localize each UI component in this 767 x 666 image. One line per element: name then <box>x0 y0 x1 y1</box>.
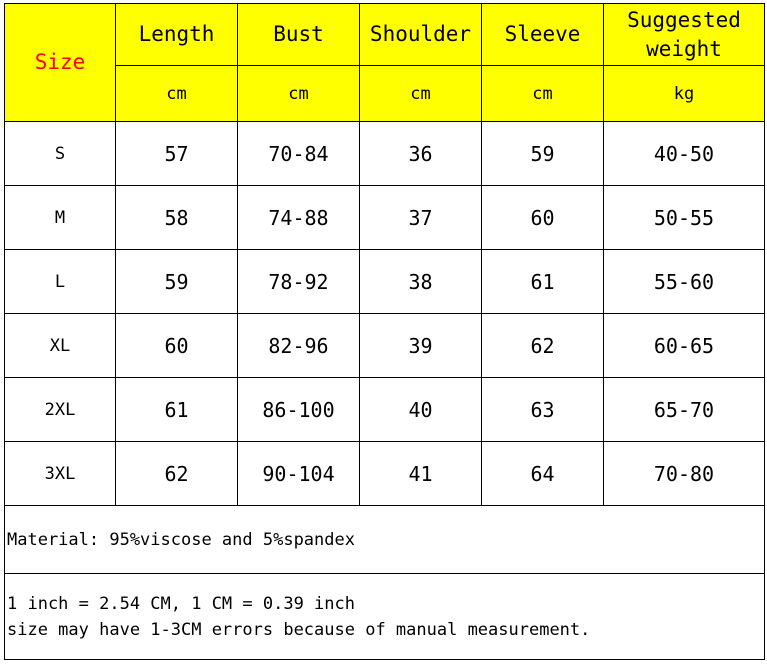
weight-header-line1: Suggested <box>627 7 741 32</box>
size-cell: 3XL <box>5 442 116 506</box>
shoulder-cell: 37 <box>360 186 482 250</box>
sleeve-header: Sleeve <box>482 4 604 66</box>
sleeve-cell: 59 <box>482 122 604 186</box>
unit-row <box>5 66 765 122</box>
length-header: Length <box>116 4 238 66</box>
size-chart-table <box>4 3 765 660</box>
length-cell: 58 <box>116 186 238 250</box>
bust-cell: 78-92 <box>238 250 360 314</box>
sleeve-cell: 64 <box>482 442 604 506</box>
size-header: Size <box>5 4 116 122</box>
conversion-note: 1 inch = 2.54 CM, 1 CM = 0.39 inch <box>7 593 355 614</box>
size-cell: M <box>5 186 116 250</box>
table-row <box>5 122 765 186</box>
size-cell: S <box>5 122 116 186</box>
shoulder-header: Shoulder <box>360 4 482 66</box>
bust-unit: cm <box>238 66 360 122</box>
size-cell: XL <box>5 314 116 378</box>
table-row <box>5 378 765 442</box>
length-unit: cm <box>116 66 238 122</box>
sleeve-unit: cm <box>482 66 604 122</box>
table-row <box>5 250 765 314</box>
weight-cell: 50-55 <box>604 186 765 250</box>
material-row <box>5 506 765 574</box>
shoulder-unit: cm <box>360 66 482 122</box>
weight-header-line2: weight <box>646 36 722 61</box>
notes-row <box>5 574 765 660</box>
table-row <box>5 186 765 250</box>
error-note: size may have 1-3CM errors because of manual measurement. <box>7 619 591 640</box>
sleeve-cell: 61 <box>482 250 604 314</box>
weight-cell: 55-60 <box>604 250 765 314</box>
size-cell: L <box>5 250 116 314</box>
bust-header: Bust <box>238 4 360 66</box>
length-cell: 57 <box>116 122 238 186</box>
bust-cell: 82-96 <box>238 314 360 378</box>
measurement-notes <box>5 574 765 660</box>
size-cell: 2XL <box>5 378 116 442</box>
bust-cell: 86-100 <box>238 378 360 442</box>
bust-cell: 70-84 <box>238 122 360 186</box>
weight-unit: kg <box>604 66 765 122</box>
bust-cell: 74-88 <box>238 186 360 250</box>
shoulder-cell: 38 <box>360 250 482 314</box>
length-cell: 62 <box>116 442 238 506</box>
material-note: Material: 95%viscose and 5%spandex <box>5 506 765 574</box>
shoulder-cell: 40 <box>360 378 482 442</box>
shoulder-cell: 41 <box>360 442 482 506</box>
length-cell: 59 <box>116 250 238 314</box>
table-row <box>5 442 765 506</box>
table-row <box>5 314 765 378</box>
weight-cell: 70-80 <box>604 442 765 506</box>
length-cell: 60 <box>116 314 238 378</box>
header-row <box>5 4 765 66</box>
sleeve-cell: 62 <box>482 314 604 378</box>
weight-cell: 60-65 <box>604 314 765 378</box>
length-cell: 61 <box>116 378 238 442</box>
shoulder-cell: 36 <box>360 122 482 186</box>
weight-cell: 40-50 <box>604 122 765 186</box>
sleeve-cell: 60 <box>482 186 604 250</box>
shoulder-cell: 39 <box>360 314 482 378</box>
weight-cell: 65-70 <box>604 378 765 442</box>
bust-cell: 90-104 <box>238 442 360 506</box>
weight-header <box>604 4 765 66</box>
sleeve-cell: 63 <box>482 378 604 442</box>
